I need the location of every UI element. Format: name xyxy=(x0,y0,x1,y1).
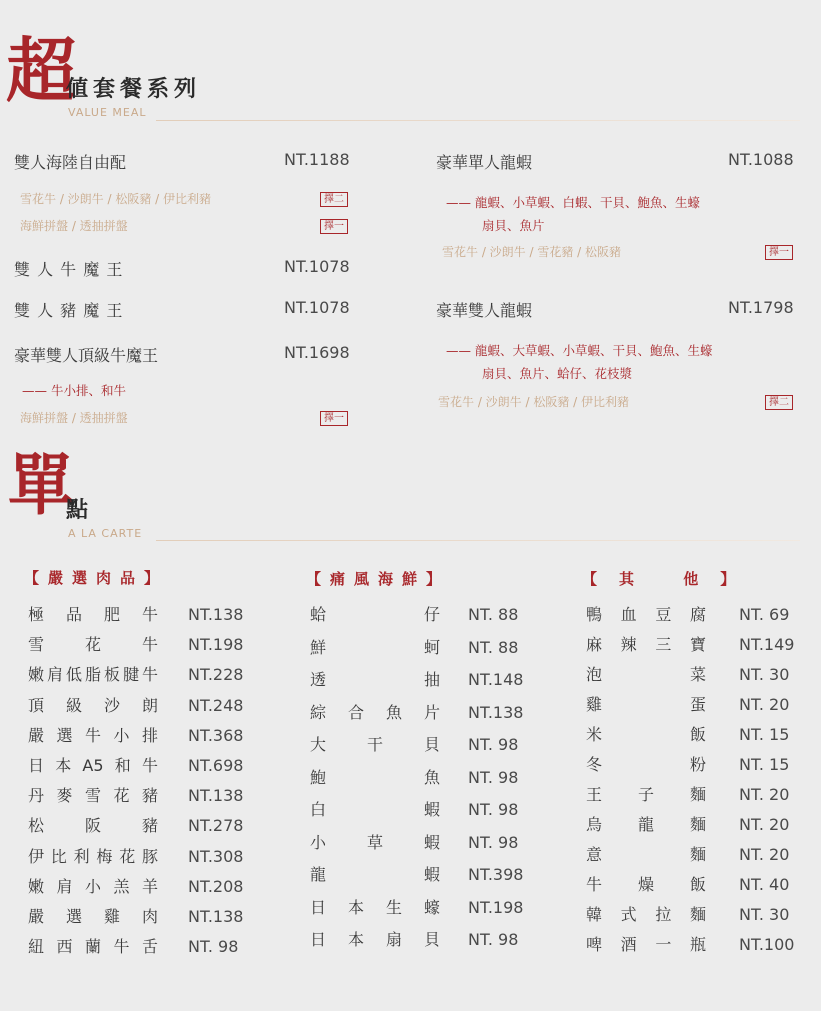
meal-detail: 扇貝、魚片、蛤仔、花枝漿 xyxy=(482,366,633,381)
menu-item-name: 小草蝦 xyxy=(310,832,440,852)
menu-row xyxy=(310,730,550,760)
menu-item-name: 透抽 xyxy=(310,670,440,689)
menu-row xyxy=(586,930,821,960)
menu-item-name: 啤酒一瓶 xyxy=(586,935,706,954)
a-la-carte-title: 點 xyxy=(66,497,94,523)
menu-row xyxy=(586,810,821,840)
menu-item-price: NT.398 xyxy=(468,865,524,884)
menu-item-name: 頂級沙朗 xyxy=(28,695,158,715)
menu-item-name: 王子麵 xyxy=(586,785,706,804)
menu-row xyxy=(310,763,550,793)
menu-item-name: 丹麥雪花豬 xyxy=(28,786,158,806)
menu-item-name: 冬粉 xyxy=(586,755,706,774)
menu-item-name: 日本生蠔 xyxy=(310,897,440,917)
menu-item-name: 嫩肩低脂板腱牛 xyxy=(28,665,158,685)
menu-item-price: NT. 15 xyxy=(739,725,790,744)
value-meal-title: 値套餐系列 xyxy=(66,76,202,102)
meal-price: NT.1078 xyxy=(284,257,350,276)
menu-item-price: NT.198 xyxy=(188,635,244,655)
menu-row xyxy=(28,811,268,841)
menu-item-name: 雞蛋 xyxy=(586,695,706,714)
menu-row xyxy=(310,600,550,630)
menu-item-price: NT. 15 xyxy=(739,755,790,774)
menu-item-price: NT. 98 xyxy=(468,767,519,787)
menu-item-name: 韓式拉麵 xyxy=(586,905,706,924)
menu-item-name: 烏龍麵 xyxy=(586,815,706,834)
menu-item-price: NT. 98 xyxy=(468,930,519,949)
meal-name: 豪華雙人龍蝦 xyxy=(436,301,533,320)
menu-item-name: 龍蝦 xyxy=(310,865,440,884)
menu-row xyxy=(310,698,550,728)
meal-options: 海鮮拼盤 / 透抽拼盤 xyxy=(20,219,128,233)
meat-list xyxy=(28,600,268,960)
menu-item-name: 大干貝 xyxy=(310,735,440,754)
meal-name: 雙 人 豬 魔 王 xyxy=(14,301,124,320)
menu-item-price: NT.149 xyxy=(739,635,795,654)
meal-options: 雪花牛 / 沙朗牛 / 雪花豬 / 松阪豬 xyxy=(442,245,622,259)
menu-item-price: NT.100 xyxy=(739,935,795,954)
menu-item-name: 紐西蘭牛舌 xyxy=(28,937,158,957)
menu-row xyxy=(586,750,821,780)
menu-item-price: NT.138 xyxy=(468,702,524,722)
menu-item-price: NT. 98 xyxy=(468,800,519,819)
meal-detail: 扇貝、魚片 xyxy=(482,218,545,233)
meal-name: 雙 人 牛 魔 王 xyxy=(14,260,124,279)
category-header-meat: 【嚴選肉品】 xyxy=(24,569,169,587)
meal-detail: —— 牛小排、和牛 xyxy=(22,383,126,398)
menu-item-name: 伊比利梅花豚 xyxy=(28,846,158,866)
meal-options: 雪花牛 / 沙朗牛 / 松阪豬 / 伊比利豬 xyxy=(438,395,630,409)
menu-row xyxy=(586,660,821,690)
meal-name: 豪華雙人頂級牛魔王 xyxy=(14,346,159,365)
menu-row xyxy=(28,751,268,781)
value-meal-rule xyxy=(156,120,800,121)
menu-item-name: 嫩肩小羔羊 xyxy=(28,876,158,896)
menu-row xyxy=(28,600,268,630)
menu-row xyxy=(310,633,550,663)
menu-row xyxy=(310,828,550,858)
menu-item-name: 極品肥牛 xyxy=(28,605,158,624)
menu-item-price: NT. 98 xyxy=(188,937,239,957)
menu-item-price: NT.138 xyxy=(188,605,244,624)
menu-row xyxy=(586,690,821,720)
meal-price: NT.1188 xyxy=(284,150,350,169)
menu-row xyxy=(586,600,821,630)
menu-row xyxy=(310,925,550,955)
menu-item-price: NT. 30 xyxy=(739,905,790,924)
menu-item-name: 麻辣三寶 xyxy=(586,635,706,654)
menu-item-name: 日本扇貝 xyxy=(310,930,440,949)
menu-item-price: NT.698 xyxy=(188,756,244,775)
menu-item-price: NT.228 xyxy=(188,665,244,685)
meal-detail: —— 龍蝦、小草蝦、白蝦、干貝、鮑魚、生蠔 xyxy=(446,195,700,210)
choice-badge: 擇一 xyxy=(765,245,793,260)
menu-item-name: 日本A5和牛 xyxy=(28,756,158,775)
meal-options: 雪花牛 / 沙朗牛 / 松阪豬 / 伊比利豬 xyxy=(20,192,212,206)
menu-item-price: NT.148 xyxy=(468,670,524,689)
a-la-carte-rule xyxy=(156,540,800,541)
menu-item-price: NT. 88 xyxy=(468,605,519,624)
choice-badge: 擇二 xyxy=(765,395,793,410)
menu-row xyxy=(310,665,550,695)
value-meal-big-char: 超 xyxy=(6,29,76,112)
menu-row xyxy=(586,870,821,900)
menu-row xyxy=(586,780,821,810)
menu-row xyxy=(28,781,268,811)
meal-price: NT.1088 xyxy=(728,150,794,169)
menu-item-name: 鴨血豆腐 xyxy=(586,605,706,624)
menu-item-price: NT. 30 xyxy=(739,665,790,684)
meal-name: 豪華單人龍蝦 xyxy=(436,153,533,172)
menu-row xyxy=(28,932,268,962)
menu-item-price: NT.198 xyxy=(468,897,524,917)
menu-row xyxy=(28,902,268,932)
menu-item-name: 嚴選雞肉 xyxy=(28,907,158,926)
menu-row xyxy=(586,900,821,930)
menu-row xyxy=(310,893,550,923)
menu-item-name: 松阪豬 xyxy=(28,816,158,836)
menu-row xyxy=(28,721,268,751)
value-meal-subtitle: VALUE MEAL xyxy=(68,106,147,119)
others-list xyxy=(586,600,806,960)
menu-item-name: 米飯 xyxy=(586,725,706,744)
choice-badge: 擇一 xyxy=(320,411,348,426)
menu-item-price: NT.278 xyxy=(188,816,244,836)
menu-row xyxy=(586,840,821,870)
menu-row xyxy=(586,630,821,660)
category-header-others: 【其 他】 xyxy=(582,570,758,588)
menu-item-price: NT. 98 xyxy=(468,735,519,754)
menu-item-price: NT.308 xyxy=(188,846,244,866)
menu-item-name: 綜合魚片 xyxy=(310,702,440,722)
choice-badge: 擇一 xyxy=(320,219,348,234)
meal-name: 雙人海陸自由配 xyxy=(14,153,127,172)
menu-row xyxy=(310,795,550,825)
seafood-list xyxy=(310,600,550,960)
menu-item-price: NT. 20 xyxy=(739,785,790,804)
menu-item-price: NT. 88 xyxy=(468,637,519,657)
menu-row xyxy=(28,842,268,872)
menu-item-price: NT.368 xyxy=(188,725,244,745)
menu-item-name: 雪花牛 xyxy=(28,635,158,655)
a-la-carte-big-char: 單 xyxy=(8,446,74,524)
menu-item-price: NT. 20 xyxy=(739,845,790,864)
menu-row xyxy=(586,720,821,750)
menu-row xyxy=(28,872,268,902)
menu-item-price: NT. 20 xyxy=(739,695,790,714)
menu-item-name: 泡菜 xyxy=(586,665,706,684)
menu-item-price: NT.208 xyxy=(188,876,244,896)
choice-badge: 擇二 xyxy=(320,192,348,207)
meal-price: NT.1798 xyxy=(728,298,794,317)
menu-row xyxy=(28,630,268,660)
menu-item-price: NT. 69 xyxy=(739,605,790,624)
meal-price: NT.1698 xyxy=(284,343,350,362)
a-la-carte-subtitle: A LA CARTE xyxy=(68,527,143,540)
meal-options: 海鮮拼盤 / 透抽拼盤 xyxy=(20,411,128,425)
menu-item-name: 白蝦 xyxy=(310,800,440,819)
menu-row xyxy=(28,691,268,721)
menu-item-name: 嚴選牛小排 xyxy=(28,725,158,745)
menu-row xyxy=(310,860,550,890)
menu-item-price: NT.248 xyxy=(188,695,244,715)
menu-item-price: NT.138 xyxy=(188,786,244,806)
menu-item-name: 蛤仔 xyxy=(310,605,440,624)
meal-detail: —— 龍蝦、大草蝦、小草蝦、干貝、鮑魚、生蠔 xyxy=(446,343,713,358)
meal-price: NT.1078 xyxy=(284,298,350,317)
menu-item-name: 意麵 xyxy=(586,845,706,864)
menu-item-name: 牛燥飯 xyxy=(586,875,706,894)
menu-item-name: 鮮蚵 xyxy=(310,637,440,657)
menu-item-price: NT. 20 xyxy=(739,815,790,834)
menu-item-price: NT. 40 xyxy=(739,875,790,894)
category-header-seafood: 【痛風海鮮】 xyxy=(306,570,451,588)
menu-row xyxy=(28,660,268,690)
menu-item-name: 鮑魚 xyxy=(310,767,440,787)
menu-item-price: NT. 98 xyxy=(468,832,519,852)
menu-item-price: NT.138 xyxy=(188,907,244,926)
